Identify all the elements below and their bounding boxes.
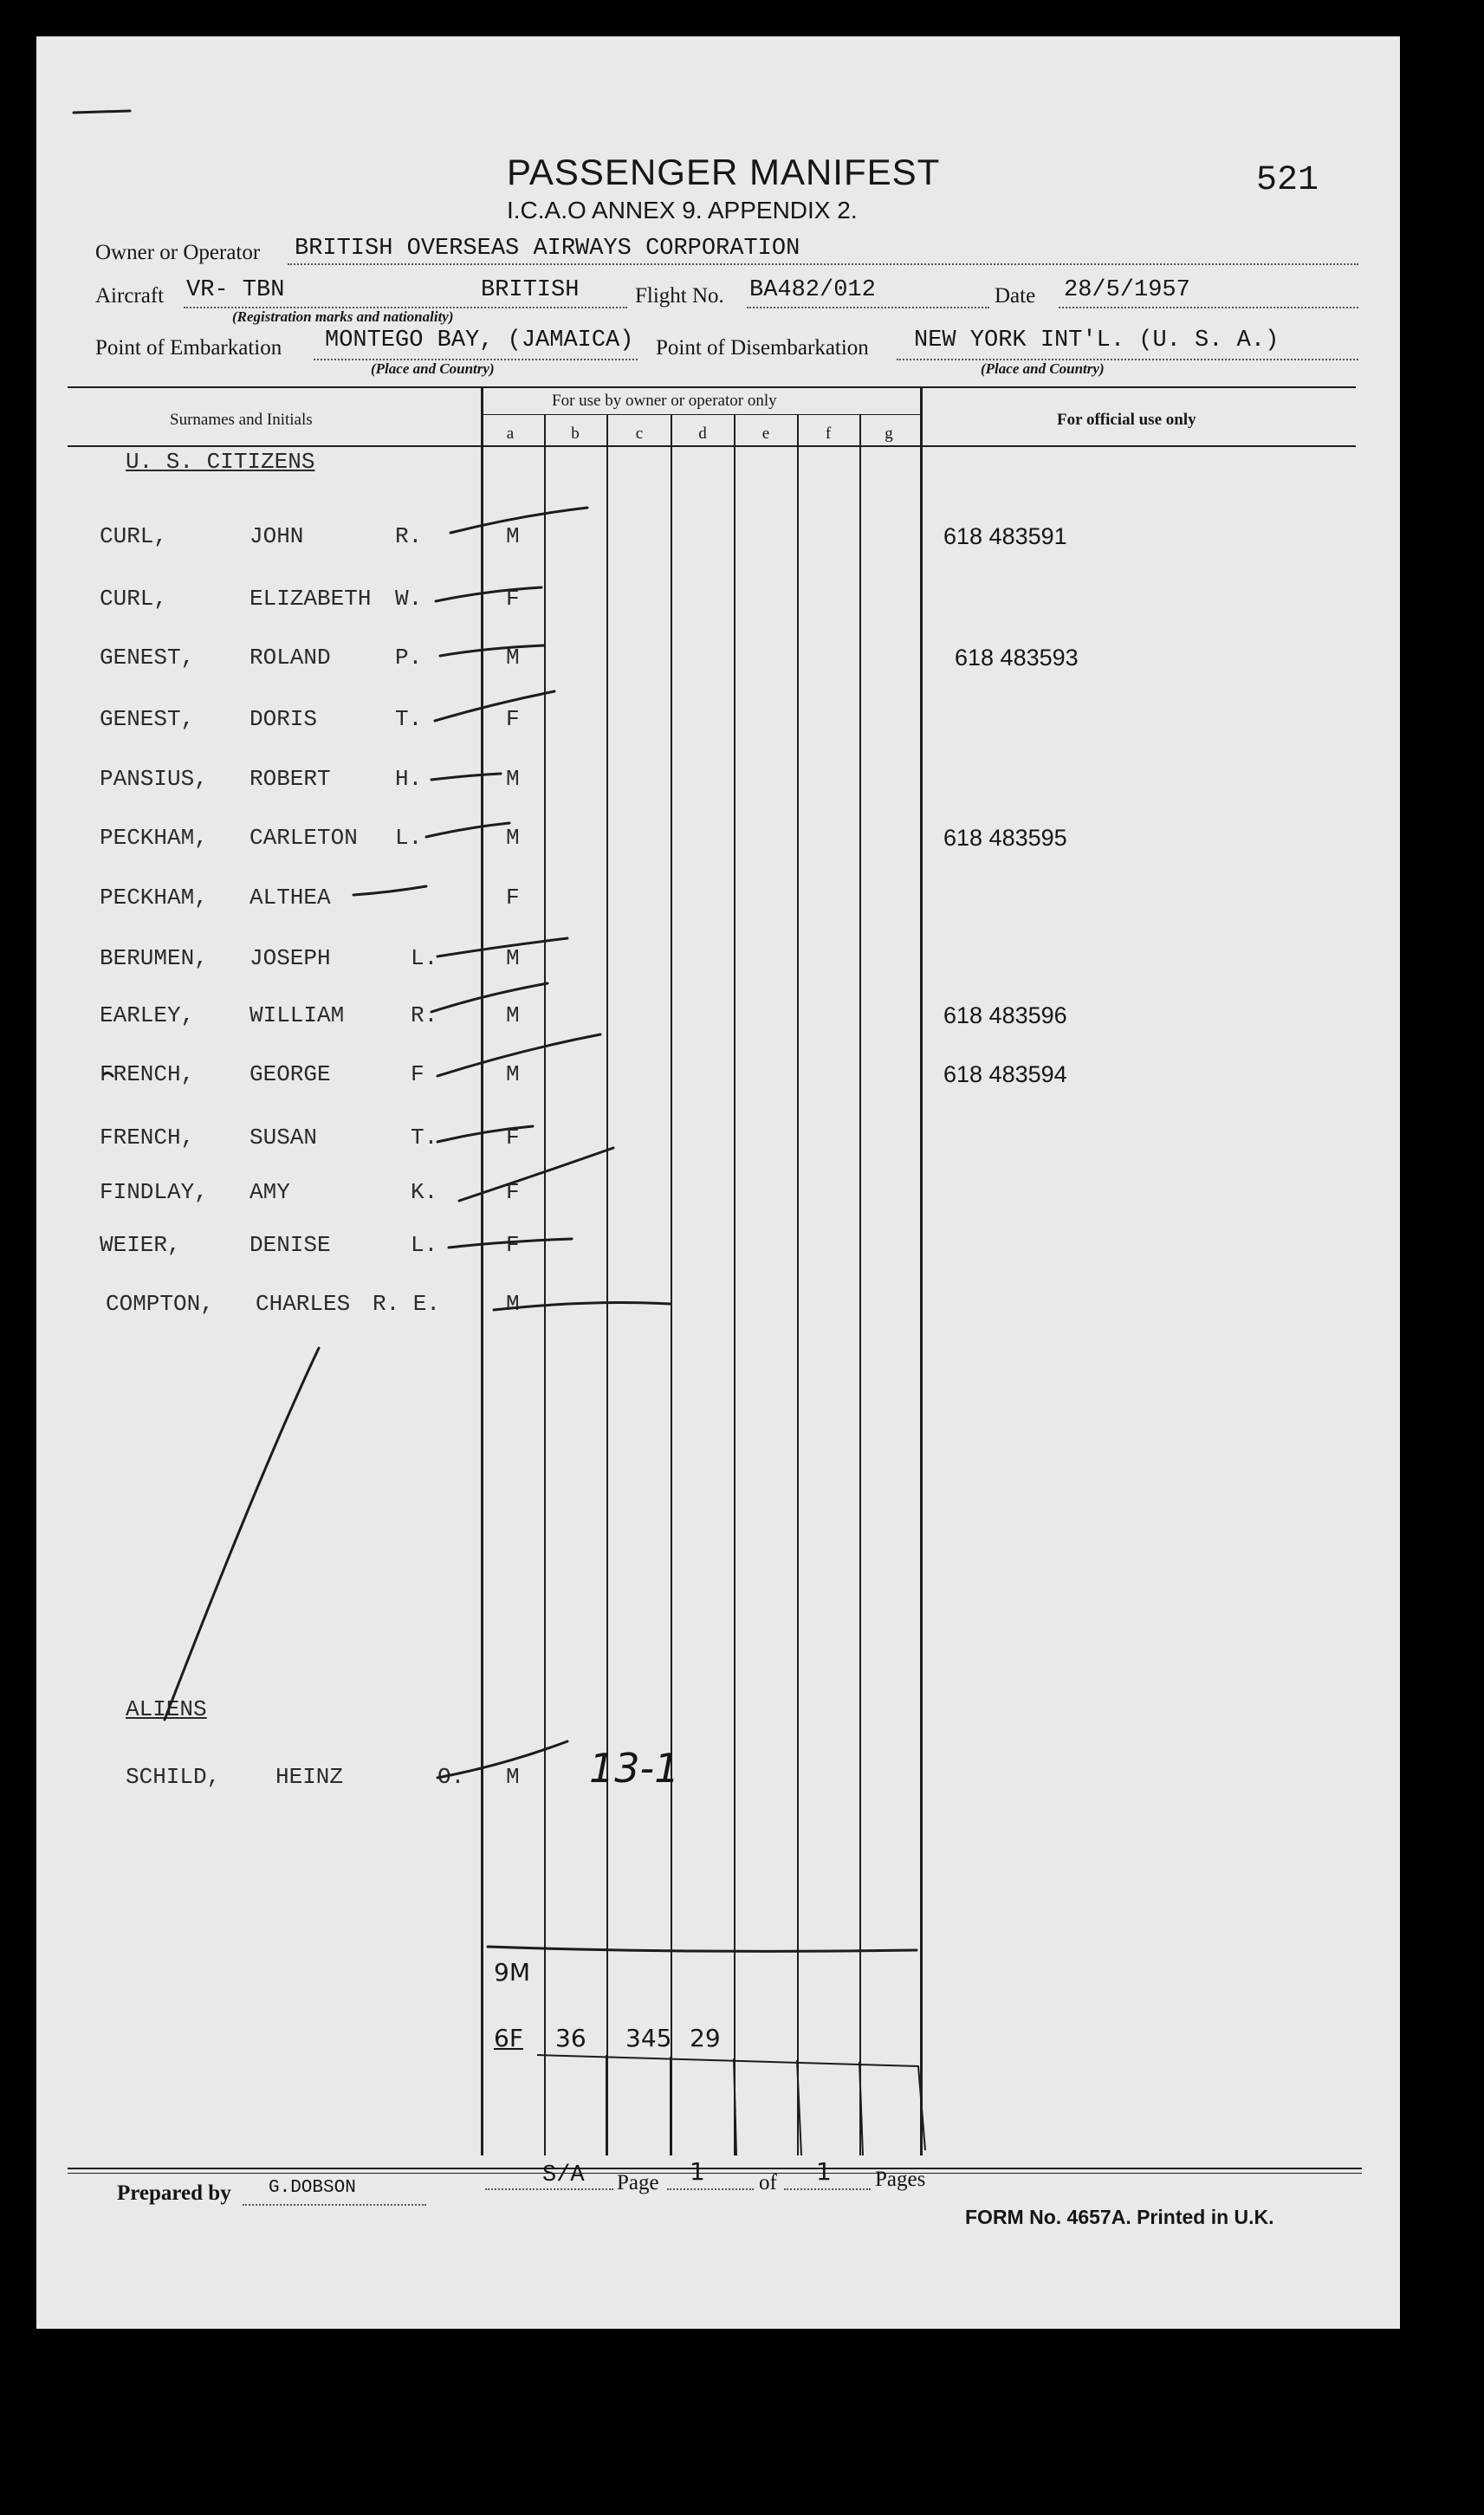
passenger-initial: R. bbox=[395, 523, 423, 549]
passenger-surname: COMPTON, bbox=[106, 1291, 214, 1317]
date-value: 28/5/1957 bbox=[1064, 277, 1190, 303]
passenger-first-name: GEORGE bbox=[249, 1061, 331, 1087]
passenger-first-name: ROLAND bbox=[249, 645, 331, 671]
passenger-surname: FRENCH, bbox=[100, 1061, 195, 1087]
passenger-surname: GENEST, bbox=[100, 645, 195, 671]
passenger-sex: F bbox=[506, 1232, 520, 1258]
passenger-sex: M bbox=[506, 1061, 520, 1087]
passenger-surname: CURL, bbox=[100, 523, 168, 549]
col-g-header: g bbox=[885, 425, 893, 443]
alien-first-name: HEINZ bbox=[275, 1764, 344, 1790]
sa-value: S/A bbox=[542, 2162, 585, 2188]
passenger-first-name: DENISE bbox=[249, 1232, 331, 1258]
passenger-sex: F bbox=[506, 1125, 520, 1151]
manifest-title: PASSENGER MANIFEST bbox=[507, 152, 941, 192]
passenger-sex: M bbox=[506, 766, 520, 792]
passenger-surname: PECKHAM, bbox=[100, 885, 208, 911]
of-value: 1 bbox=[816, 2157, 832, 2186]
passenger-first-name: ALTHEA bbox=[249, 885, 331, 911]
aircraft-nationality: BRITISH bbox=[481, 277, 580, 303]
total-col-b: 36 bbox=[555, 2024, 586, 2052]
passenger-initial: H. bbox=[395, 766, 423, 792]
alien-initial: O. bbox=[437, 1764, 465, 1790]
passenger-first-name: JOHN bbox=[249, 523, 304, 549]
passenger-sex: M bbox=[506, 645, 520, 671]
passenger-initial: F bbox=[411, 1061, 424, 1087]
passenger-surname: FRENCH, bbox=[100, 1125, 195, 1151]
passenger-first-name: ELIZABETH bbox=[249, 586, 372, 612]
passenger-surname: PANSIUS, bbox=[100, 766, 208, 792]
passenger-sex: F bbox=[506, 706, 520, 732]
passenger-first-name: DORIS bbox=[249, 706, 318, 732]
section-aliens: ALIENS bbox=[126, 1696, 207, 1722]
passenger-initial: L. bbox=[395, 825, 423, 851]
prepared-by-label: Prepared by bbox=[117, 2181, 231, 2205]
passenger-initial: T. bbox=[411, 1125, 438, 1151]
passenger-surname: GENEST, bbox=[100, 706, 195, 732]
page-value: 1 bbox=[690, 2157, 705, 2186]
passenger-first-name: WILLIAM bbox=[249, 1002, 345, 1028]
prepared-by-value: G.DOBSON bbox=[269, 2178, 356, 2198]
col-c-header: c bbox=[635, 425, 644, 443]
passenger-initial: T. bbox=[395, 706, 423, 732]
passenger-first-name: JOSEPH bbox=[249, 945, 331, 971]
flight-value: BA482/012 bbox=[749, 277, 876, 303]
passenger-surname: PECKHAM, bbox=[100, 825, 208, 851]
official-header: For official use only bbox=[1057, 411, 1196, 429]
passenger-first-name: CARLETON bbox=[249, 825, 358, 851]
passenger-sex: M bbox=[506, 1002, 520, 1028]
aircraft-note: (Registration marks and nationality) bbox=[232, 308, 454, 325]
embarkation-value: MONTEGO BAY, (JAMAICA) bbox=[325, 327, 634, 353]
manifest-subtitle: I.C.A.O ANNEX 9. APPENDIX 2. bbox=[507, 197, 858, 224]
passenger-official-number: 618 483596 bbox=[943, 1002, 1067, 1028]
passenger-surname: FINDLAY, bbox=[100, 1179, 208, 1205]
form-number: FORM No. 4657A. Printed in U.K. bbox=[965, 2206, 1274, 2228]
col-a-header: a bbox=[506, 425, 515, 443]
page-number: 521 bbox=[1256, 161, 1319, 200]
passenger-initial: W. bbox=[395, 586, 423, 612]
col-f-header: f bbox=[825, 425, 832, 443]
passenger-sex: M bbox=[506, 945, 520, 971]
embarkation-label: Point of Embarkation bbox=[95, 336, 282, 360]
aircraft-label: Aircraft bbox=[95, 284, 165, 308]
disembarkation-label: Point of Disembarkation bbox=[656, 336, 869, 360]
pages-label: Pages bbox=[875, 2168, 926, 2191]
passenger-initial: K. bbox=[411, 1179, 438, 1205]
page-label: Page bbox=[617, 2171, 659, 2194]
date-label: Date bbox=[995, 284, 1036, 308]
passenger-sex: F bbox=[506, 885, 520, 911]
passenger-initial: L. bbox=[411, 945, 438, 971]
passenger-sex: F bbox=[506, 1179, 520, 1205]
passenger-sex: M bbox=[506, 1291, 520, 1317]
alien-surname: SCHILD, bbox=[126, 1764, 221, 1790]
total-male: 9M bbox=[494, 1958, 530, 1987]
of-label: of bbox=[759, 2171, 777, 2194]
surnames-header: Surnames and Initials bbox=[170, 411, 313, 429]
total-col-c: 345 bbox=[625, 2024, 672, 2052]
passenger-official-number: 618 483594 bbox=[943, 1061, 1067, 1087]
col-d-header: d bbox=[698, 425, 707, 443]
section-us-citizens: U. S. CITIZENS bbox=[126, 449, 315, 475]
passenger-first-name: ROBERT bbox=[249, 766, 331, 792]
total-col-d: 29 bbox=[690, 2024, 721, 2052]
passenger-first-name: SUSAN bbox=[249, 1125, 318, 1151]
total-female: 6F bbox=[494, 2024, 523, 2052]
passenger-initial: R. bbox=[411, 1002, 438, 1028]
passenger-initial: R. E. bbox=[373, 1291, 441, 1317]
owner-use-header: For use by owner or operator only bbox=[552, 392, 777, 410]
passenger-sex: M bbox=[506, 825, 520, 851]
embarkation-note: (Place and Country) bbox=[371, 360, 495, 377]
owner-label: Owner or Operator bbox=[95, 241, 261, 264]
passenger-surname: WEIER, bbox=[100, 1232, 181, 1258]
col-b-header: b bbox=[571, 425, 580, 443]
passenger-initial: P. bbox=[395, 645, 423, 671]
alien-handwritten-code: 13-1 bbox=[589, 1745, 680, 1792]
col-e-header: e bbox=[761, 425, 770, 443]
passenger-official-number: 618 483591 bbox=[943, 523, 1067, 549]
disembarkation-value: NEW YORK INT'L. (U. S. A.) bbox=[914, 327, 1280, 353]
owner-value: BRITISH OVERSEAS AIRWAYS CORPORATION bbox=[295, 236, 800, 262]
passenger-official-number: 618 483595 bbox=[943, 825, 1067, 851]
passenger-initial: L. bbox=[411, 1232, 438, 1258]
flight-label: Flight No. bbox=[635, 284, 724, 308]
passenger-surname: CURL, bbox=[100, 586, 168, 612]
passenger-surname: EARLEY, bbox=[100, 1002, 195, 1028]
passenger-sex: F bbox=[506, 586, 520, 612]
aircraft-registration: VR- TBN bbox=[186, 277, 285, 303]
disembarkation-note: (Place and Country) bbox=[981, 360, 1105, 377]
passenger-official-number: 618 483593 bbox=[955, 645, 1079, 671]
passenger-surname: BERUMEN, bbox=[100, 945, 208, 971]
passenger-first-name: CHARLES bbox=[256, 1291, 351, 1317]
passenger-sex: M bbox=[506, 523, 520, 549]
passenger-first-name: AMY bbox=[249, 1179, 290, 1205]
alien-sex: M bbox=[506, 1764, 520, 1790]
